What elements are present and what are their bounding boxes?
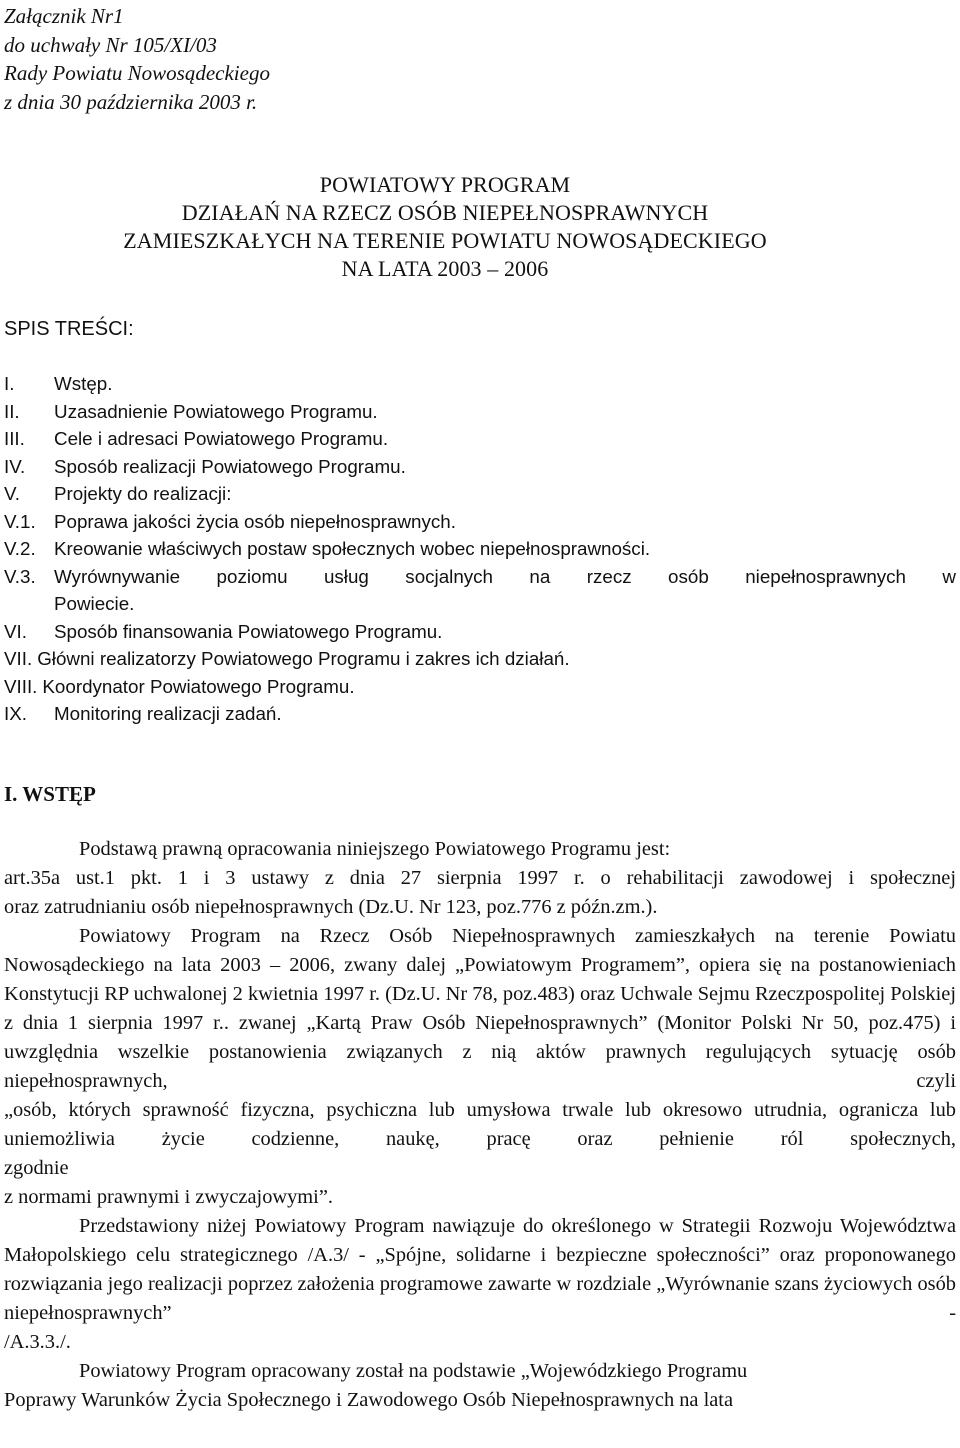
toc-item-number: V.2.	[4, 538, 36, 559]
toc-item-text: Wstęp.	[54, 373, 113, 394]
toc-item	[4, 398, 956, 426]
toc-item-number: VII.	[4, 648, 33, 669]
toc-item-text: Powiecie.	[54, 593, 135, 614]
toc-item-number: II.	[4, 400, 20, 422]
toc-item-number: V.	[4, 483, 21, 504]
toc-item-text: Koordynator Powiatowego Programu.	[42, 675, 355, 697]
paragraph: Przedstawiony niżej Powiatowy Program nawiązuje do określonego w Strategii Rozwoju Województwa Małopolskiego celu strategicznego /A.3/ - „Spójne, solidarne i bezpieczne społeczności” oraz proponowanego rozwiązania jego realizacji poprzez założenia programowe zawarte w rozdziale „Wyrównanie szans życiowych osób niepełnosprawnych” -	[4, 1215, 956, 1324]
paragraph-line: art.35a ust.1 pkt. 1 i 3 ustawy z dnia 27 sierpnia 1997 r. o rehabilitacji zawodowej i społecznej	[4, 867, 956, 889]
annex-header	[4, 2, 270, 116]
toc-item-text: Cele i adresaci Powiatowego Programu.	[54, 428, 389, 449]
annex-line: z dnia 30 października 2003 r.	[4, 89, 258, 114]
toc-item-text: Kreowanie właściwych postaw społecznych wobec niepełnosprawności.	[54, 538, 651, 559]
toc-item-text: Projekty do realizacji:	[54, 483, 232, 504]
toc-item	[4, 645, 956, 673]
toc-item	[4, 535, 956, 563]
toc-item-text: Sposób realizacji Powiatowego Programu.	[54, 455, 406, 477]
paragraph: Powiatowy Program na Rzecz Osób Niepełnosprawnych zamieszkałych na terenie Powiatu Nowosądeckiego na lata 2003 – 2006, zwany dalej „Powiatowym Programem”, opiera się na postanowieniach Konstytucji RP uchwalonej 2 kwietnia 1997 r. (Dz.U. Nr 78, poz.483) oraz Uchwale Sejmu Rzeczpospolitej Polskiej z dnia 1 sierpnia 1997 r.. zwanej „Kartą Praw Osób Niepełnosprawnych” (Monitor Polski Nr 50, poz.475) i uwzględnia wszelkie postanowienia związanych z nią aktów prawnych regulujących sytuację osób	[4, 925, 956, 1063]
toc-item	[4, 700, 956, 728]
toc-item	[4, 480, 956, 508]
paragraph-line: /A.3.3./.	[4, 1331, 71, 1353]
title-line: ZAMIESZKAŁYCH NA TERENIE POWIATU NOWOSĄDECKIEGO	[123, 228, 767, 253]
annex-line: Rady Powiatu Nowosądeckiego	[4, 61, 270, 85]
toc-item-number: V.3.	[4, 565, 36, 587]
section-body	[4, 835, 956, 1415]
paragraph: „osób, których sprawność fizyczna, psychiczna lub umysłowa trwale lub okresowo utrudnia, ogranicza lub uniemożliwia życie codzienne, naukę, pracę oraz pełnienie ról społecznych,	[4, 1099, 956, 1150]
toc-item-number: I.	[4, 373, 15, 394]
paragraph: Powiatowy Program opracowany został na podstawie „Wojewódzkiego Programu	[79, 1360, 748, 1382]
toc-item-number: V.1.	[4, 510, 36, 532]
toc-item-text: Sposób finansowania Powiatowego Programu.	[54, 620, 443, 642]
toc-item	[4, 453, 956, 481]
toc-item-number: VI.	[4, 620, 27, 642]
paragraph: Podstawą prawną opracowania niniejszego Powiatowego Programu jest:	[79, 838, 671, 860]
toc-item	[4, 425, 956, 453]
annex-line: do uchwały Nr 105/XI/03	[4, 32, 217, 57]
paragraph-line: zgodnie	[4, 1157, 69, 1179]
toc-item-continuation	[4, 590, 956, 618]
paragraph-line: oraz zatrudnianiu osób niepełnosprawnych (Dz.U. Nr 123, poz.776 z późn.zm.).	[4, 896, 658, 918]
toc-item	[4, 618, 956, 646]
paragraph-line: Poprawy Warunków Życia Społecznego i Zawodowego Osób Niepełnosprawnych na lata	[4, 1389, 734, 1411]
toc-heading: SPIS TREŚCI:	[4, 318, 134, 340]
toc-item-number: III.	[4, 428, 25, 449]
title-line: POWIATOWY PROGRAM	[319, 172, 571, 197]
table-of-contents	[4, 370, 956, 728]
toc-item-text: Główni realizatorzy Powiatowego Programu i zakres ich działań.	[37, 648, 570, 669]
toc-item	[4, 370, 956, 398]
paragraph-line: z normami prawnymi i zwyczajowymi”.	[4, 1186, 333, 1208]
toc-item-text: Monitoring realizacji zadań.	[54, 703, 282, 724]
title-line: DZIAŁAŃ NA RZECZ OSÓB NIEPEŁNOSPRAWNYCH	[181, 200, 709, 225]
paragraph-fragment: czyli	[916, 1070, 956, 1092]
title-line: NA LATA 2003 – 2006	[341, 256, 549, 281]
toc-item-number: IX.	[4, 703, 27, 724]
document-title	[0, 171, 890, 283]
toc-item	[4, 563, 956, 591]
annex-line: Załącznik Nr1	[4, 4, 124, 28]
toc-item-text: Uzasadnienie Powiatowego Programu.	[54, 400, 378, 422]
paragraph-fragment: niepełnosprawnych,	[4, 1070, 168, 1092]
toc-item-text: Poprawa jakości życia osób niepełnosprawnych.	[54, 510, 456, 532]
section-heading: I. WSTĘP	[4, 782, 96, 806]
toc-item-number: IV.	[4, 455, 26, 477]
toc-item	[4, 508, 956, 536]
paragraph-line	[4, 1067, 956, 1096]
toc-item-text: Wyrównywanie poziomu usług socjalnych na rzecz osób niepełnosprawnych w	[54, 565, 956, 587]
toc-item-number: VIII.	[4, 675, 38, 697]
toc-item	[4, 673, 956, 701]
